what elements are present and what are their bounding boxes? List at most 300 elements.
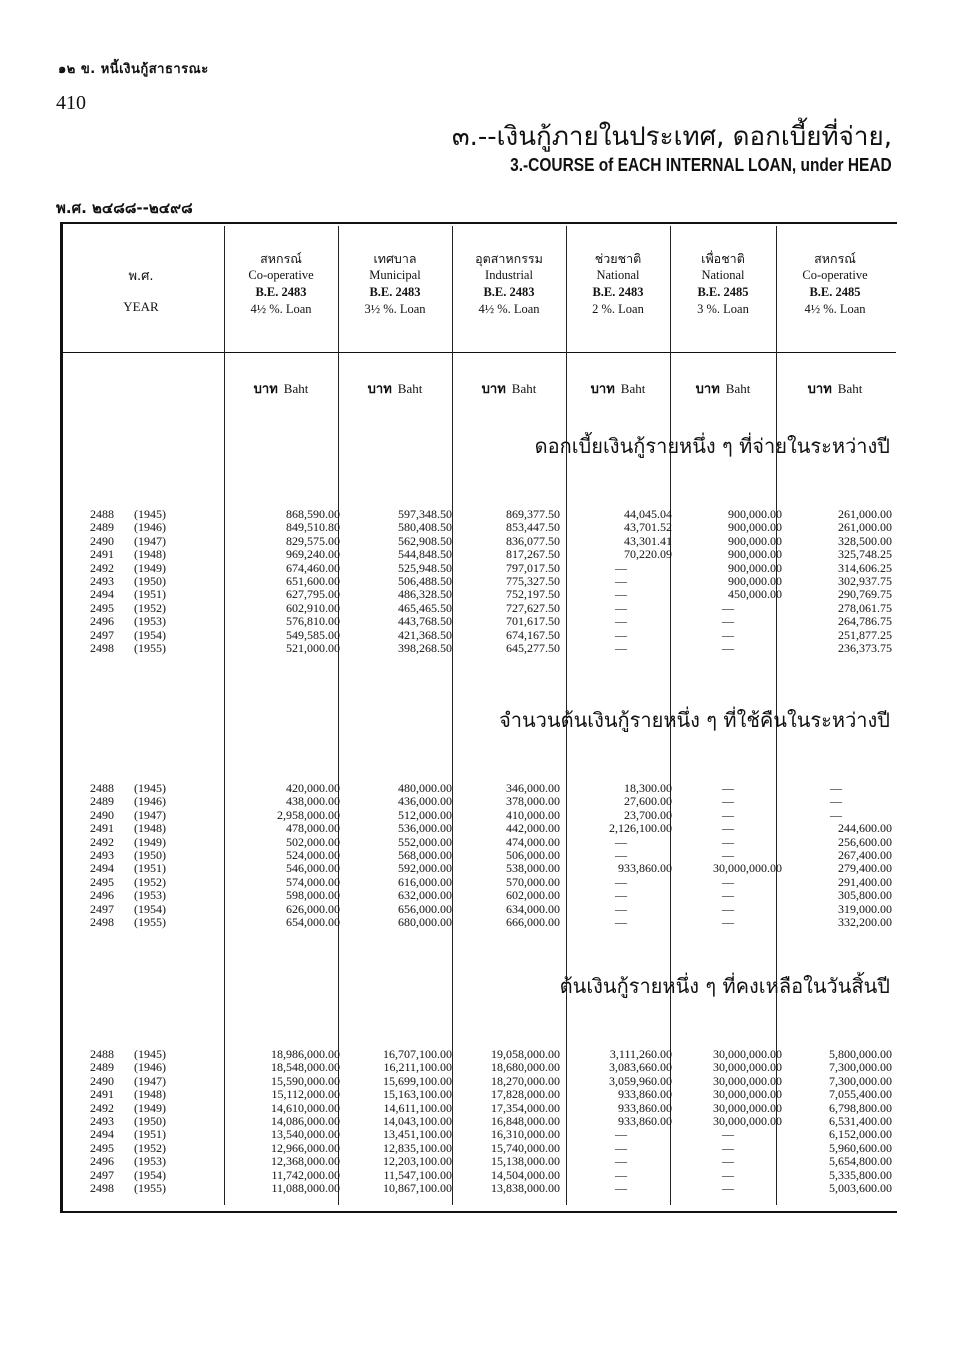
dash-cell: — <box>615 888 627 903</box>
year-row <box>90 782 220 795</box>
year-ad: (1948) <box>134 1087 166 1102</box>
column-header-thai: ช่วยชาติ <box>594 251 642 266</box>
table-cell: 900,000.00 <box>728 574 782 589</box>
table-cell: 701,617.50 <box>506 614 560 629</box>
table-cell: 16,211,100.00 <box>383 1060 452 1075</box>
unit-thai: บาท <box>253 382 278 397</box>
table-cell: 933,860.00 <box>618 861 672 876</box>
year-row <box>90 809 220 822</box>
table-cell: 436,000.00 <box>398 794 452 809</box>
table-cell: 829,575.00 <box>286 533 340 548</box>
year-header-english: YEAR <box>123 299 159 314</box>
table-cell: 680,000.00 <box>398 915 452 930</box>
year-be: 2490 <box>90 807 114 822</box>
year-be: 2489 <box>90 520 114 535</box>
year-row <box>90 1182 220 1195</box>
year-ad: (1952) <box>134 874 166 889</box>
table-cell: 302,937.75 <box>838 574 892 589</box>
year-row <box>90 642 220 655</box>
year-ad: (1951) <box>134 587 166 602</box>
table-cell: 11,742,000.00 <box>271 1167 340 1182</box>
table-cell: 602,910.00 <box>286 600 340 615</box>
column-header-be: B.E. 2485 <box>697 285 749 299</box>
column-header <box>670 250 776 318</box>
table-cell: 290,769.75 <box>838 587 892 602</box>
table-cell: 279,400.00 <box>838 861 892 876</box>
dash-cell: — <box>722 888 734 903</box>
data-column <box>570 782 672 929</box>
table-cell: 6,531,400.00 <box>829 1114 892 1129</box>
column-header-english: Municipal <box>369 268 421 282</box>
year-ad: (1950) <box>134 1114 166 1129</box>
year-row <box>90 795 220 808</box>
column-header <box>224 250 338 318</box>
year-ad: (1951) <box>134 1127 166 1142</box>
year-row <box>90 1088 220 1101</box>
dash-cell: — <box>722 1127 734 1142</box>
year-row <box>90 1048 220 1061</box>
year-ad: (1948) <box>134 547 166 562</box>
table-cell: 378,000.00 <box>506 794 560 809</box>
table-cell: 506,000.00 <box>506 848 560 863</box>
year-be: 2488 <box>90 507 114 521</box>
year-row <box>90 903 220 916</box>
table-cell: 420,000.00 <box>286 781 340 795</box>
dash-cell: — <box>615 1127 627 1142</box>
table-cell: 17,828,000.00 <box>491 1087 560 1102</box>
table-cell: 598,000.00 <box>286 888 340 903</box>
table-cell: 14,610,000.00 <box>271 1100 340 1115</box>
year-row <box>90 615 220 628</box>
table-cell: 544,848.50 <box>398 547 452 562</box>
year-ad: (1953) <box>134 1154 166 1169</box>
year-ad: (1949) <box>134 834 166 849</box>
page-number: 410 <box>56 92 86 114</box>
dash-cell: — <box>615 627 627 642</box>
dash-cell: — <box>830 807 842 822</box>
table-cell: 524,000.00 <box>286 848 340 863</box>
table-cell: 632,000.00 <box>398 888 452 903</box>
table-cell: 797,017.50 <box>506 560 560 575</box>
year-be: 2496 <box>90 888 114 903</box>
year-be: 2493 <box>90 848 114 863</box>
table-cell: 261,000.00 <box>838 507 892 521</box>
unit-thai: บาท <box>695 382 720 397</box>
table-cell: 836,077.50 <box>506 533 560 548</box>
dash-cell: — <box>615 574 627 589</box>
year-ad: (1951) <box>134 861 166 876</box>
year-be: 2497 <box>90 1167 114 1182</box>
table-cell: 11,547,100.00 <box>383 1167 452 1182</box>
year-row <box>90 508 220 521</box>
table-cell: 410,000.00 <box>506 807 560 822</box>
table-cell: 7,055,400.00 <box>829 1087 892 1102</box>
year-ad: (1945) <box>134 781 166 795</box>
year-list <box>90 1048 220 1195</box>
year-ad: (1953) <box>134 888 166 903</box>
table-cell: 16,310,000.00 <box>491 1127 560 1142</box>
dash-cell: — <box>722 915 734 930</box>
table-cell: 278,061.75 <box>838 600 892 615</box>
year-row <box>90 562 220 575</box>
dash-cell: — <box>830 794 842 809</box>
table-cell: 900,000.00 <box>728 547 782 562</box>
table-cell: 12,368,000.00 <box>271 1154 340 1169</box>
table-cell: 634,000.00 <box>506 901 560 916</box>
year-row <box>90 588 220 601</box>
column-header-thai: สหกรณ์ <box>260 251 302 266</box>
dash-cell: — <box>722 874 734 889</box>
table-cell: 933,860.00 <box>618 1087 672 1102</box>
unit-english: Baht <box>397 381 423 396</box>
table-cell: 14,611,100.00 <box>383 1100 452 1115</box>
year-be: 2493 <box>90 1114 114 1129</box>
table-cell: 267,400.00 <box>838 848 892 863</box>
table-cell: 30,000,000.00 <box>713 1073 782 1088</box>
table-cell: 18,300.00 <box>624 781 672 795</box>
table-cell: 602,000.00 <box>506 888 560 903</box>
table-cell: 13,451,100.00 <box>383 1127 452 1142</box>
year-row <box>90 1102 220 1115</box>
table-cell: 7,300,000.00 <box>829 1073 892 1088</box>
table-cell: 933,860.00 <box>618 1100 672 1115</box>
year-be: 2494 <box>90 587 114 602</box>
data-column <box>674 1048 782 1195</box>
table-cell: 3,111,260.00 <box>609 1047 672 1061</box>
table-cell: 13,540,000.00 <box>271 1127 340 1142</box>
table-cell: 626,000.00 <box>286 901 340 916</box>
table-cell: 18,986,000.00 <box>271 1047 340 1061</box>
year-be: 2497 <box>90 901 114 916</box>
table-cell: 570,000.00 <box>506 874 560 889</box>
unit-label <box>566 378 670 399</box>
dash-cell: — <box>615 901 627 916</box>
table-cell: 15,138,000.00 <box>491 1154 560 1169</box>
dash-cell: — <box>722 1167 734 1182</box>
column-header-thai: อุตสาหกรรม <box>475 251 543 266</box>
table-cell: 817,267.50 <box>506 547 560 562</box>
column-header <box>338 250 452 318</box>
unit-english: Baht <box>725 381 751 396</box>
column-header-rate: 4½ %. Loan <box>804 302 866 316</box>
table-cell: 346,000.00 <box>506 781 560 795</box>
table-cell: 14,086,000.00 <box>271 1114 340 1129</box>
table-cell: 506,488.50 <box>398 574 452 589</box>
unit-thai: บาท <box>590 382 615 397</box>
year-be: 2489 <box>90 1060 114 1075</box>
dash-cell: — <box>615 874 627 889</box>
year-column-header <box>62 262 220 322</box>
table-cell: 443,768.50 <box>398 614 452 629</box>
table-cell: 869,377.50 <box>506 507 560 521</box>
year-ad: (1949) <box>134 560 166 575</box>
table-cell: 264,786.75 <box>838 614 892 629</box>
year-list <box>90 782 220 929</box>
column-header-english: National <box>701 268 745 282</box>
dash-cell: — <box>615 1154 627 1169</box>
dash-cell: — <box>615 848 627 863</box>
table-cell: 2,958,000.00 <box>277 807 340 822</box>
dash-cell: — <box>615 834 627 849</box>
year-row <box>90 876 220 889</box>
table-cell: 645,277.50 <box>506 641 560 656</box>
table-cell: 18,680,000.00 <box>491 1060 560 1075</box>
table-cell: 15,590,000.00 <box>271 1073 340 1088</box>
table-cell: 14,043,100.00 <box>383 1114 452 1129</box>
year-ad: (1946) <box>134 794 166 809</box>
table-cell: 15,163,100.00 <box>383 1087 452 1102</box>
table-cell: 486,328.50 <box>398 587 452 602</box>
dash-cell: — <box>722 614 734 629</box>
year-row <box>90 862 220 875</box>
table-cell: 521,000.00 <box>286 641 340 656</box>
column-header <box>776 250 894 318</box>
year-be: 2491 <box>90 821 114 836</box>
year-be: 2492 <box>90 560 114 575</box>
dash-cell: — <box>615 1140 627 1155</box>
column-divider <box>452 226 453 1205</box>
table-cell: 465,465.50 <box>398 600 452 615</box>
column-header-be: B.E. 2483 <box>255 285 307 299</box>
year-be: 2495 <box>90 600 114 615</box>
section-title: ต้นเงินกู้รายหนึ่ง ๆ ที่คงเหลือในวันสิ้นปี <box>559 974 890 998</box>
table-cell: 14,504,000.00 <box>491 1167 560 1182</box>
year-be: 2490 <box>90 1073 114 1088</box>
dash-cell: — <box>722 641 734 656</box>
table-cell: 30,000,000.00 <box>713 1087 782 1102</box>
year-be: 2488 <box>90 1047 114 1061</box>
table-cell: 319,000.00 <box>838 901 892 916</box>
table-cell: 43,701.52 <box>624 520 672 535</box>
year-row <box>90 822 220 835</box>
table-cell: 727,627.50 <box>506 600 560 615</box>
year-row <box>90 1061 220 1074</box>
year-row <box>90 1142 220 1155</box>
year-row <box>90 1169 220 1182</box>
year-row <box>90 521 220 534</box>
data-column <box>342 1048 452 1195</box>
year-ad: (1954) <box>134 1167 166 1182</box>
table-cell: 10,867,100.00 <box>383 1181 452 1196</box>
year-row <box>90 629 220 642</box>
table-cell: 450,000.00 <box>728 587 782 602</box>
table-cell: 5,960,600.00 <box>829 1140 892 1155</box>
year-ad: (1945) <box>134 1047 166 1061</box>
year-list <box>90 508 220 655</box>
dash-cell: — <box>722 781 734 795</box>
data-column <box>228 1048 340 1195</box>
column-header-rate: 4½ %. Loan <box>250 302 312 316</box>
dash-cell: — <box>615 560 627 575</box>
table-cell: 969,240.00 <box>286 547 340 562</box>
column-header-english: Co-operative <box>802 268 868 282</box>
title-english: 3.-COURSE of EACH INTERNAL LOAN, under HEAD <box>510 155 892 175</box>
year-be: 2495 <box>90 1140 114 1155</box>
table-cell: 6,798,800.00 <box>829 1100 892 1115</box>
table-cell: 398,268.50 <box>398 641 452 656</box>
table-cell: 16,848,000.00 <box>491 1114 560 1129</box>
table-cell: 12,203,100.00 <box>383 1154 452 1169</box>
table-cell: 900,000.00 <box>728 507 782 521</box>
data-column <box>674 508 782 655</box>
year-be: 2498 <box>90 641 114 656</box>
table-cell: 30,000,000.00 <box>713 861 782 876</box>
column-header-be: B.E. 2483 <box>369 285 421 299</box>
year-be: 2493 <box>90 574 114 589</box>
table-cell: 568,000.00 <box>398 848 452 863</box>
unit-english: Baht <box>837 381 863 396</box>
unit-label <box>224 378 338 399</box>
data-column <box>456 508 560 655</box>
table-cell: 5,003,600.00 <box>829 1181 892 1196</box>
dash-cell: — <box>830 781 842 795</box>
year-be: 2494 <box>90 861 114 876</box>
unit-thai: บาท <box>807 382 832 397</box>
table-cell: 438,000.00 <box>286 794 340 809</box>
dash-cell: — <box>722 1181 734 1196</box>
year-ad: (1946) <box>134 520 166 535</box>
dash-cell: — <box>615 1181 627 1196</box>
table-cell: 580,408.50 <box>398 520 452 535</box>
dash-cell: — <box>722 600 734 615</box>
table-cell: 5,335,800.00 <box>829 1167 892 1182</box>
year-row <box>90 535 220 548</box>
year-be: 2496 <box>90 1154 114 1169</box>
table-cell: 18,270,000.00 <box>491 1073 560 1088</box>
data-column <box>780 1048 892 1195</box>
table-cell: 30,000,000.00 <box>713 1100 782 1115</box>
year-row <box>90 1155 220 1168</box>
unit-english: Baht <box>511 381 537 396</box>
table-cell: 251,877.25 <box>838 627 892 642</box>
table-cell: 933,860.00 <box>618 1114 672 1129</box>
column-header-english: Industrial <box>485 268 533 282</box>
year-ad: (1955) <box>134 915 166 930</box>
table-cell: 536,000.00 <box>398 821 452 836</box>
table-cell: 18,548,000.00 <box>271 1060 340 1075</box>
table-cell: 43,301.41 <box>624 533 672 548</box>
year-ad: (1945) <box>134 507 166 521</box>
dash-cell: — <box>615 1167 627 1182</box>
year-be: 2489 <box>90 794 114 809</box>
table-cell: 546,000.00 <box>286 861 340 876</box>
table-cell: 651,600.00 <box>286 574 340 589</box>
table-cell: 752,197.50 <box>506 587 560 602</box>
year-ad: (1947) <box>134 1073 166 1088</box>
column-header-rate: 4½ %. Loan <box>478 302 540 316</box>
table-cell: 305,800.00 <box>838 888 892 903</box>
table-cell: 574,000.00 <box>286 874 340 889</box>
table-cell: 900,000.00 <box>728 560 782 575</box>
year-be: 2491 <box>90 1087 114 1102</box>
table-cell: 236,373.75 <box>838 641 892 656</box>
year-ad: (1955) <box>134 1181 166 1196</box>
year-ad: (1950) <box>134 848 166 863</box>
table-cell: 5,654,800.00 <box>829 1154 892 1169</box>
year-be: 2492 <box>90 1100 114 1115</box>
table-cell: 244,600.00 <box>838 821 892 836</box>
column-header <box>452 250 566 318</box>
year-row <box>90 548 220 561</box>
data-column <box>456 1048 560 1195</box>
column-header-thai: เพื่อชาติ <box>701 251 745 266</box>
year-row <box>90 916 220 929</box>
data-column <box>456 782 560 929</box>
table-cell: 3,083,660.00 <box>609 1060 672 1075</box>
data-column <box>780 508 892 655</box>
table-cell: 666,000.00 <box>506 915 560 930</box>
year-ad: (1950) <box>134 574 166 589</box>
year-be: 2498 <box>90 915 114 930</box>
table-cell: 256,600.00 <box>838 834 892 849</box>
table-cell: 592,000.00 <box>398 861 452 876</box>
column-header-be: B.E. 2485 <box>809 285 861 299</box>
section-title: จำนวนต้นเงินกู้รายหนึ่ง ๆ ที่ใช้คืนในระหว่างปี <box>499 708 890 732</box>
table-cell: 3,059,960.00 <box>609 1073 672 1088</box>
year-ad: (1946) <box>134 1060 166 1075</box>
table-cell: 616,000.00 <box>398 874 452 889</box>
table-cell: 853,447.50 <box>506 520 560 535</box>
dash-cell: — <box>722 848 734 863</box>
table-cell: 11,088,000.00 <box>271 1181 340 1196</box>
year-be: 2494 <box>90 1127 114 1142</box>
header-divider <box>60 352 896 353</box>
year-be: 2495 <box>90 874 114 889</box>
table-cell: 2,126,100.00 <box>609 821 672 836</box>
table-cell: 332,200.00 <box>838 915 892 930</box>
title-thai: ๓.--เงินกู้ภายในประเทศ, ดอกเบี้ยที่จ่าย, <box>451 122 892 152</box>
table-cell: 849,510.80 <box>286 520 340 535</box>
table-cell: 576,810.00 <box>286 614 340 629</box>
year-ad: (1954) <box>134 627 166 642</box>
table-cell: 512,000.00 <box>398 807 452 822</box>
year-be: 2496 <box>90 614 114 629</box>
data-column <box>228 508 340 655</box>
table-cell: 12,966,000.00 <box>271 1140 340 1155</box>
table-cell: 502,000.00 <box>286 834 340 849</box>
data-column <box>228 782 340 929</box>
table-cell: 480,000.00 <box>398 781 452 795</box>
table-cell: 13,838,000.00 <box>491 1181 560 1196</box>
table-cell: 16,707,100.00 <box>383 1047 452 1061</box>
dash-cell: — <box>722 901 734 916</box>
year-ad: (1955) <box>134 641 166 656</box>
table-cell: 19,058,000.00 <box>491 1047 560 1061</box>
table-cell: 552,000.00 <box>398 834 452 849</box>
year-ad: (1952) <box>134 600 166 615</box>
year-be: 2498 <box>90 1181 114 1196</box>
column-header-be: B.E. 2483 <box>483 285 535 299</box>
column-header-english: National <box>596 268 640 282</box>
dash-cell: — <box>615 915 627 930</box>
table-cell: 261,000.00 <box>838 520 892 535</box>
data-column <box>674 782 782 929</box>
unit-thai: บาท <box>367 382 392 397</box>
column-header <box>566 250 670 318</box>
unit-label <box>670 378 776 399</box>
data-column <box>570 508 672 655</box>
table-cell: 12,835,100.00 <box>383 1140 452 1155</box>
table-cell: 27,600.00 <box>624 794 672 809</box>
running-head: ๑๒ ข. หนี้เงินกู้สาธารณะ <box>58 62 209 77</box>
column-header-thai: สหกรณ์ <box>814 251 856 266</box>
unit-thai: บาท <box>481 382 506 397</box>
unit-english: Baht <box>620 381 646 396</box>
column-divider <box>224 226 225 1205</box>
data-column <box>342 508 452 655</box>
column-header-rate: 3½ %. Loan <box>364 302 426 316</box>
year-row <box>90 1128 220 1141</box>
